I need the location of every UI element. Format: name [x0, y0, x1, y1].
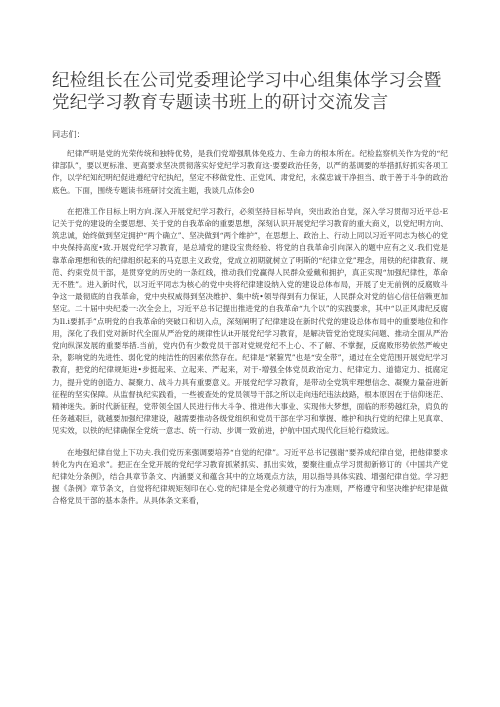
paragraph-direction: 在把准工作目标上明方向.深入开展党纪学习教行，必须坚持目标导向，突出政治自觉，深入学习贯彻习近平总-E记关于党的建设的全要思想、关于党的自我革命的重要思想，深刻认识开展党纪学习教育的重大商义，以党纪明方向、筑忠诚，始终做到坚定拥护“两个确立”、坚决做到“两个维护”，在思想上、政治上、行动上同以习近平同志为核心的党中央保持高度•致.开展党纪学习教育，是总靖党的建设宝贵经验、将党的自我革命引向深入的题中应有之义.我们党是靠革命理想和铁的纪律组织起来的马克思主义政党，党成立初期就树立了明斯的“纪律立党”理念，用铁的纪律教育、规范、约束党员干部，是贯穿党的历史的一条红线，推动我们党赢得人民群众爱戴和拥护，真正实现“加强纪律性，革命无不胜”。进入新时代，以习近平同志为核心的党中央将纪律建设纳入党的建设总体布局，开展了史无前例的反腐败斗争这一最彻底的自我革命，党中央权威得到坚决维护、集中统•领导得到有力保证，人民群众对党的信心信任信赖更加坚定。二十届中央纪委一:次全会上，习近平总书记提出推进党的自我革命“九个以”的实践要求，其中“以正风肃纪反腐为Il.i要抓手”点明党的自我革命的突破口和切入点，深刻阐明了纪律建设在新时代党的建设总体布局中的重要地位和作用，深化了我们党对新时代全面从严治党的规律性认it开展党纪学习教育，是解决管党治党现实问题、推动全面从严治党向纵深发展的重要举措.当前，党内仍有少数党员干部对党规党纪不上心、不了解、不掌握，反腐败形势依然严峻史杂，影响党的先进性、弱化党的纯洁性的因素依然存在。纪律是“紧箍咒”也是“安全带”，通过在全党范围开展党纪学习教育，把党的纪律规矩进•步挺起来、立起来、严起来，对于-增强全体党员政治定力、纪律定力、道德定力、抵腐定力，提升党的创造力、凝聚力、战斗力具有重要意义。开展党纪学习教育，是带动全党筑牢理想信念、凝聚力量奋进新征程的坚实保障。从监督执纪实践看，一些被查处的党员领导干部之所以走向违纪违法歧路，根本原因在于信仰迷茫、精神迷失。新时代新征程，党带领全国人民进行伟大斗争、推进伟大事业、实现伟大梦想，面临的形势越红杂，肩负的任务越艰巨，就越要加强纪律建设，越需要推动各级党组织和党员干部在学习和掌握、维护和执行党的纪律上见真章、见实效，以铁的纪律确保全党统一意志、统一行动、步调一致前进，护航中国式现代化巨轮行稳致远。 — [52, 206, 448, 436]
salutation: 同志们： — [52, 129, 85, 139]
document-title: 纪检组长在公司党委理论学习中心组集体学习会暨党纪学习教育专题读书班上的研讨交流发言 — [52, 71, 442, 113]
paragraph-intro: 纪律严明是党的光荣传统和独特优势，是我们党增强肌体免疫力、生命力的根本所在。纪检监察机关作为党的“纪律部队”，要以更标准、更高要求坚决贯彻落实好党纪学习教育这·要要政治任务，以严的基调要的举措抓好抓实各项工作，以学纪知纪明纪促进遵纪守纪执纪，坚定不移做党性、正党风、肃党纪，永葆忠诚干净担当、敢于善于斗争的政治底色。下面，围绕专题读书班研讨交流主题，我谈几点体会0 — [52, 149, 448, 195]
paragraph-discipline: 在地强纪律自觉上下功夫.我们党历来强调要培养“自觉的纪律”。习近平总书记强谢“要养成纪律自觉，把他律要求转化为内在追求”。把正在全党开展的党纪学习教育抓紧抓实、抓出实效，要聚往重点学习贯彻新修订的《中国共产党纪律处分条例》，结合具章节条文、内涵要义和蕴含其中的立场观点方法，用以指导具体实践、增强纪律自觉。学习把握《条例》章节条文，自觉将纪律规矩刻印在心.党的纪律是全党必须遵守的行为准则，严格遵守和坚决维护纪律是做合格党员干部的基本条件。从具体条文来看， — [52, 447, 448, 506]
